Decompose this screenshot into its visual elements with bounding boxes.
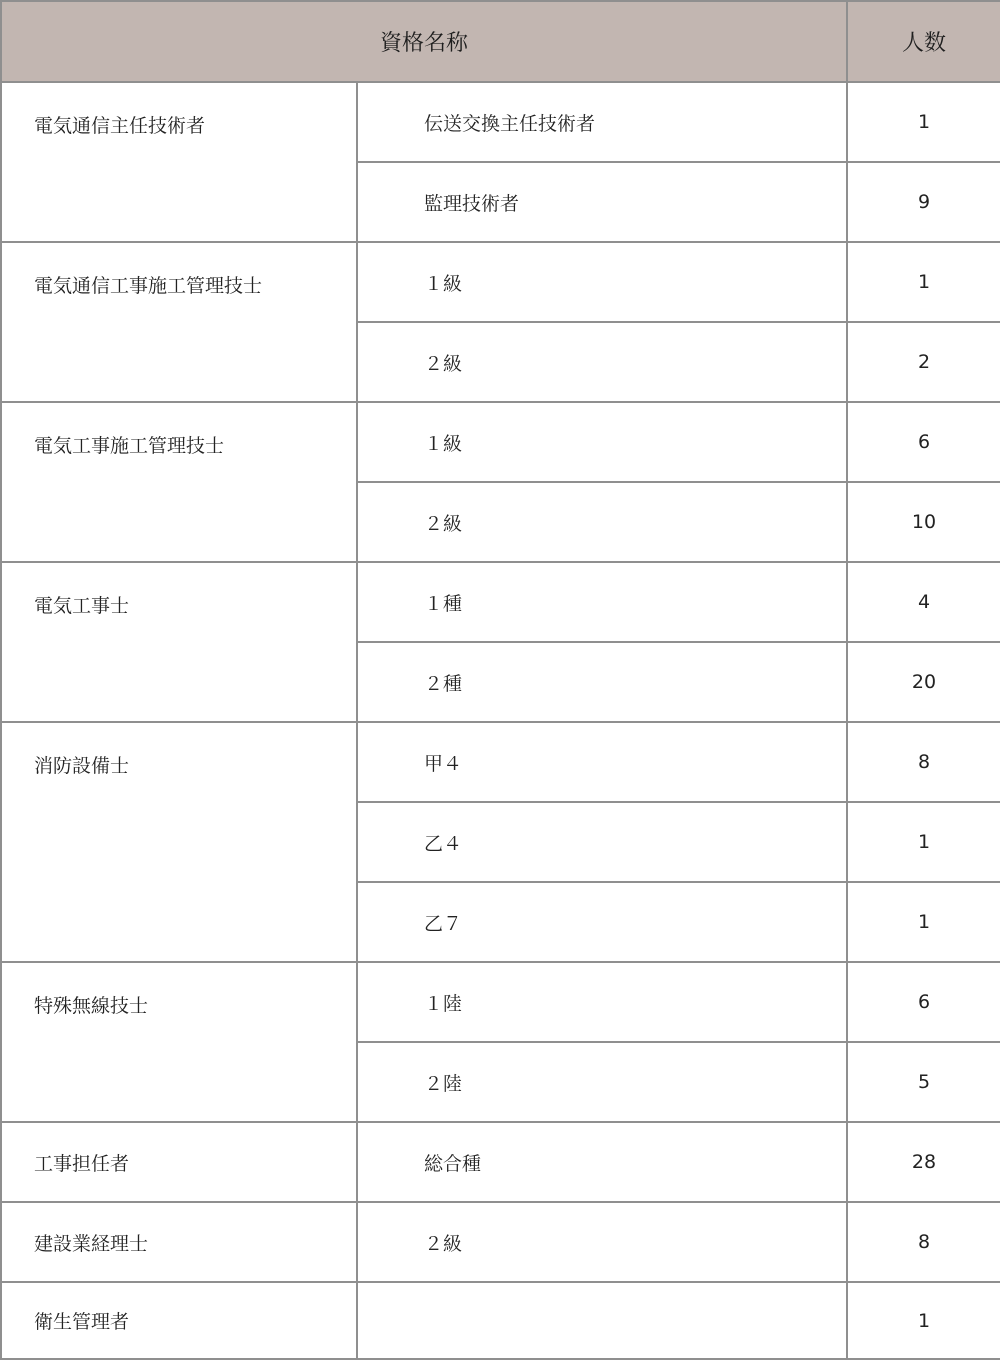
holder-count: 10 — [847, 482, 1000, 562]
qualification-subtype: 乙７ — [357, 882, 847, 962]
qualification-subtype: 伝送交換主任技術者 — [357, 82, 847, 162]
qualification-subtype: １級 — [357, 402, 847, 482]
qualification-subtype: 監理技術者 — [357, 162, 847, 242]
qualification-name: 消防設備士 — [1, 722, 357, 962]
table-row — [1, 242, 1000, 322]
qualification-subtype: 総合種 — [357, 1122, 847, 1202]
qualification-name: 電気通信主任技術者 — [1, 82, 357, 242]
table-row — [1, 1122, 1000, 1202]
holder-count: 2 — [847, 322, 1000, 402]
holder-count: 5 — [847, 1042, 1000, 1122]
header-count: 人数 — [847, 1, 1000, 82]
table-row — [1, 82, 1000, 162]
qualification-name: 工事担任者 — [1, 1122, 357, 1202]
holder-count: 6 — [847, 962, 1000, 1042]
holder-count: 6 — [847, 402, 1000, 482]
table-header — [1, 1, 1000, 82]
qualification-name: 衛生管理者 — [1, 1282, 357, 1359]
header-row — [1, 1, 1000, 82]
qualification-name: 電気工事施工管理技士 — [1, 402, 357, 562]
holder-count: 1 — [847, 242, 1000, 322]
qualification-name: 建設業経理士 — [1, 1202, 357, 1282]
qualification-name: 電気工事士 — [1, 562, 357, 722]
holder-count: 1 — [847, 882, 1000, 962]
holder-count: 1 — [847, 82, 1000, 162]
holder-count: 8 — [847, 722, 1000, 802]
qualification-subtype: ２級 — [357, 1202, 847, 1282]
table-row — [1, 402, 1000, 482]
holder-count: 28 — [847, 1122, 1000, 1202]
qualification-subtype: ２陸 — [357, 1042, 847, 1122]
qualification-subtype: 甲４ — [357, 722, 847, 802]
table-row — [1, 1282, 1000, 1359]
table-row — [1, 722, 1000, 802]
header-qualification-name: 資格名称 — [1, 1, 847, 82]
qualification-subtype: 乙４ — [357, 802, 847, 882]
table-row — [1, 562, 1000, 642]
qualification-subtype: １陸 — [357, 962, 847, 1042]
qualification-subtype: １種 — [357, 562, 847, 642]
qualification-name: 特殊無線技士 — [1, 962, 357, 1122]
qualification-subtype: ２級 — [357, 322, 847, 402]
qualification-subtype: １級 — [357, 242, 847, 322]
table-body — [1, 82, 1000, 1359]
table-row — [1, 962, 1000, 1042]
qualification-subtype: ２級 — [357, 482, 847, 562]
holder-count: 1 — [847, 802, 1000, 882]
qualification-subtype — [357, 1282, 847, 1359]
qualification-subtype: ２種 — [357, 642, 847, 722]
holder-count: 9 — [847, 162, 1000, 242]
holder-count: 8 — [847, 1202, 1000, 1282]
table-row — [1, 1202, 1000, 1282]
holder-count: 1 — [847, 1282, 1000, 1359]
qualification-name: 電気通信工事施工管理技士 — [1, 242, 357, 402]
holder-count: 4 — [847, 562, 1000, 642]
holder-count: 20 — [847, 642, 1000, 722]
